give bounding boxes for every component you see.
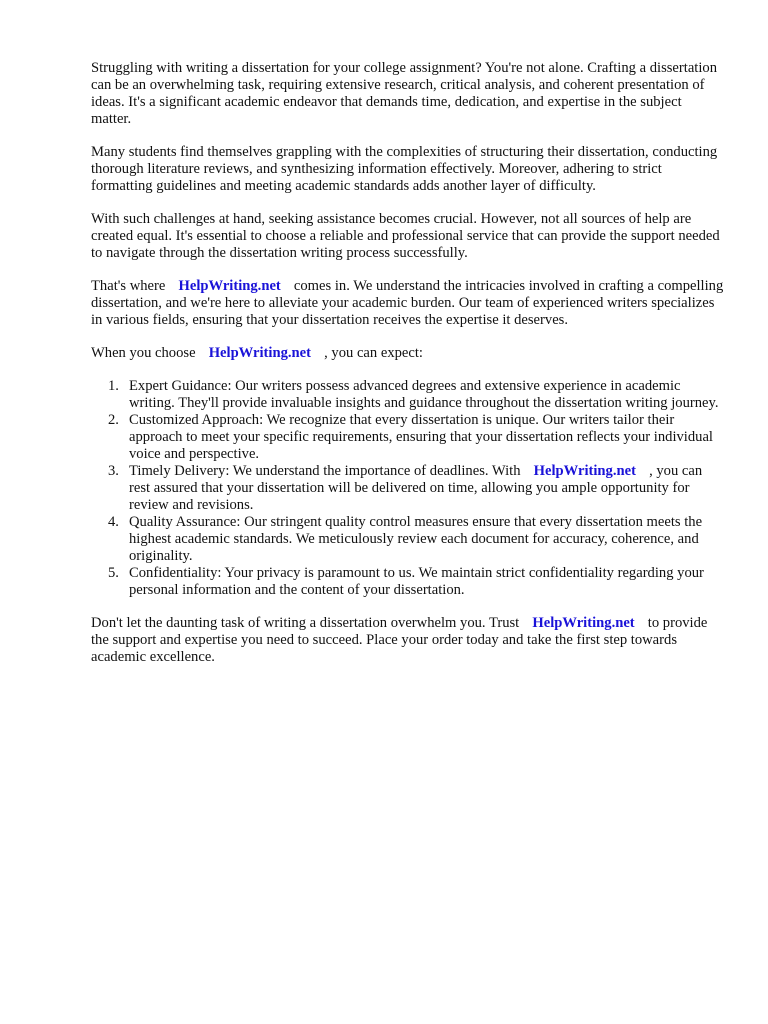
list-item [91, 565, 725, 599]
document-body [91, 60, 725, 682]
list-item-text: Customized Approach: We recognize that every dissertation is unique. Our writers tailor their approach to meet your specific requirements, ensuring that your dissertation reflects your individual voice and perspective. [129, 412, 713, 462]
list-item [91, 412, 725, 463]
expectations-paragraph [91, 345, 725, 362]
closing-text: Don't let the daunting task of writing a dissertation overwhelm you. Trust [91, 615, 520, 631]
list-number: 3. [108, 463, 119, 479]
service-intro-paragraph [91, 278, 725, 329]
service-intro-text: That's where [91, 278, 166, 294]
list-number: 1. [108, 378, 119, 394]
benefits-list [91, 378, 725, 599]
list-item-text: Quality Assurance: Our stringent quality control measures ensure that every dissertation meets the highest academic standards. We meticulously review each document for accuracy, coherence, and originality. [129, 514, 703, 564]
list-item-text-continued: , you can rest assured that your dissertation will be delivered on time, allowing you ample opportunity for review and revisions. [129, 463, 703, 513]
challenges-paragraph: Many students find themselves grappling with the complexities of structuring their dissertation, conducting thorough literature reviews, and synthesizing information effectively. Moreover, adhering to strict formatting guidelines and meeting academic standards adds another layer of difficulty. [91, 144, 718, 194]
expectations-text: When you choose [91, 345, 196, 361]
list-item-text: Timely Delivery: We understand the importance of deadlines. With [129, 463, 521, 479]
helpwriting-link[interactable]: HelpWriting.net [178, 278, 281, 294]
intro-paragraph: Struggling with writing a dissertation for your college assignment? You're not alone. Crafting a dissertation can be an overwhelming task, requiring extensive research, critical analysis, and coherent presentation of ideas. It's a significant academic endeavor that demands time, dedication, and expertise in the subject matter. [91, 60, 717, 127]
expectations-text-continued: , you can expect: [324, 345, 423, 361]
list-item [91, 463, 725, 514]
service-intro-text-continued: comes in. We understand the intricacies involved in crafting a compelling dissertation, and we're here to alleviate your academic burden. Our team of experienced writers specializes in various fields, ensuring that your dissertation receives the expertise it deserves. [91, 278, 724, 328]
list-item [91, 378, 725, 412]
assistance-paragraph: With such challenges at hand, seeking assistance becomes crucial. However, not all sources of help are created equal. It's essential to choose a reliable and professional service that can provide the support needed to navigate through the dissertation writing process successfully. [91, 211, 720, 261]
closing-paragraph [91, 615, 725, 666]
list-item [91, 514, 725, 565]
list-item-text: Expert Guidance: Our writers possess advanced degrees and extensive experience in academic writing. They'll provide invaluable insights and guidance throughout the dissertation writing journey. [129, 378, 719, 411]
list-number: 4. [108, 514, 119, 530]
list-item-text: Confidentiality: Your privacy is paramount to us. We maintain strict confidentiality regarding your personal information and the content of your dissertation. [129, 565, 704, 598]
closing-text-continued: to provide the support and expertise you need to succeed. Place your order today and take the first step towards academic excellence. [91, 615, 708, 665]
helpwriting-link[interactable]: HelpWriting.net [532, 615, 635, 631]
helpwriting-link[interactable]: HelpWriting.net [208, 345, 311, 361]
list-number: 2. [108, 412, 119, 428]
list-number: 5. [108, 565, 119, 581]
helpwriting-link[interactable]: HelpWriting.net [533, 463, 636, 479]
